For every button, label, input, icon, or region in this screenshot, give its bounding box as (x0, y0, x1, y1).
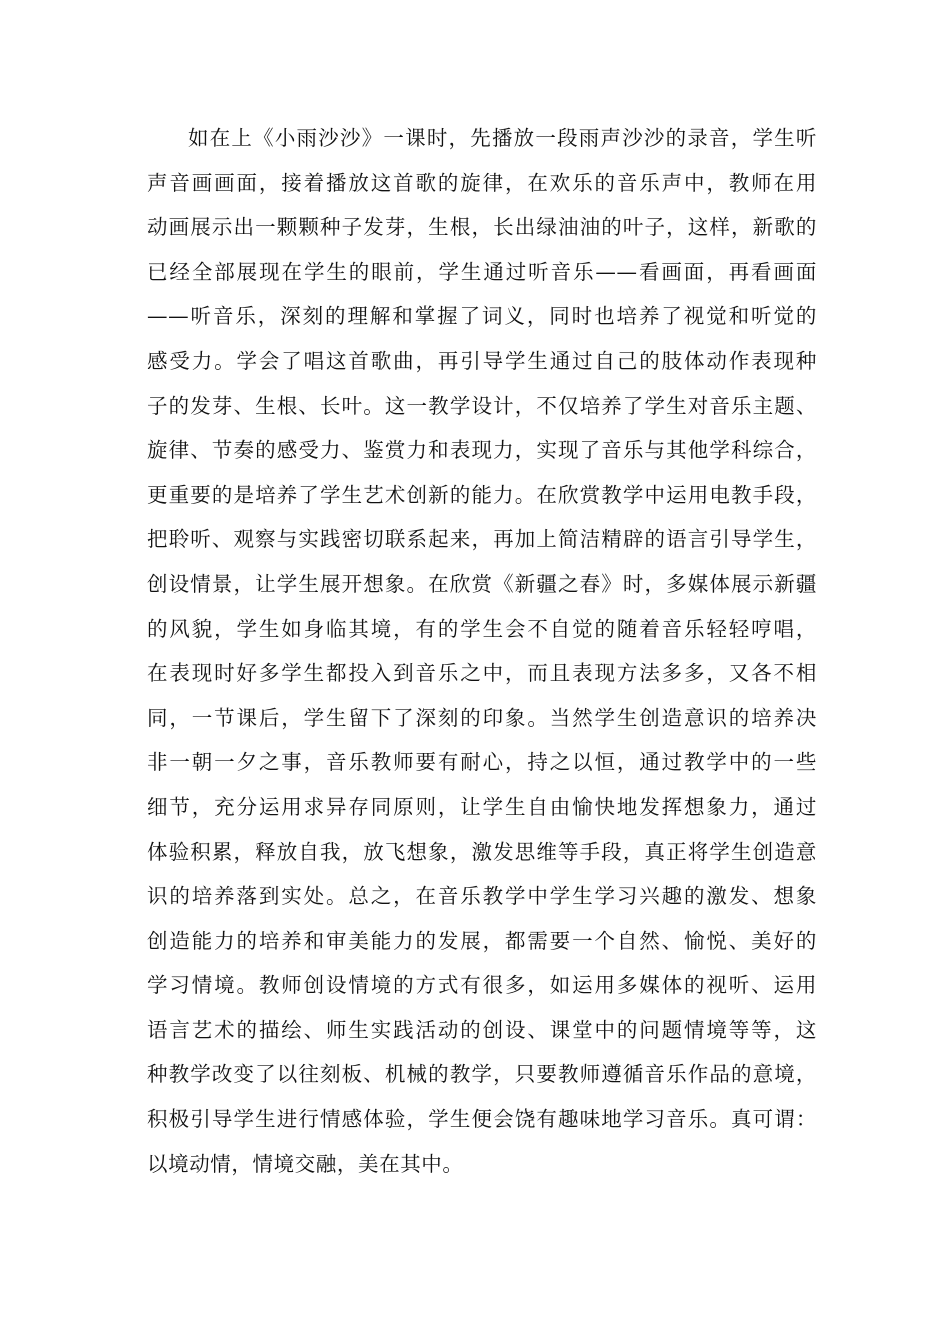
text-line: 感受力。学会了唱这首歌曲，再引导学生通过自己的肢体动作表现种 (147, 348, 817, 373)
text-line: 如在上《小雨沙沙》一课时，先播放一段雨声沙沙的录音，学生听 (188, 126, 817, 150)
text-line: 识的培养落到实处。总之，在音乐教学中学生学习兴趣的激发、想象 (147, 884, 817, 909)
text-line: 学习情境。教师创设情境的方式有很多，如运用多媒体的视听、运用 (147, 973, 817, 998)
text-line: 的风貌，学生如身临其境，有的学生会不自觉的随着音乐轻轻哼唱， (147, 616, 817, 641)
text-line: 体验积累，释放自我，放飞想象，激发思维等手段，真正将学生创造意 (147, 839, 817, 864)
text-line: 已经全部展现在学生的眼前，学生通过听音乐——看画面，再看画面 (147, 259, 817, 284)
text-line: 在表现时好多学生都投入到音乐之中，而且表现方法多多，又各不相 (147, 661, 817, 686)
text-line: 子的发芽、生根、长叶。这一教学设计，不仅培养了学生对音乐主题、 (147, 393, 817, 418)
text-line: 细节，充分运用求异存同原则，让学生自由愉快地发挥想象力，通过 (147, 794, 817, 819)
text-line-last: 以境动情，情境交融，美在其中。 (147, 1151, 464, 1176)
text-line: 积极引导学生进行情感体验，学生便会饶有趣味地学习音乐。真可谓： (147, 1107, 817, 1132)
text-line: ——听音乐，深刻的理解和掌握了词义，同时也培养了视觉和听觉的 (147, 304, 817, 329)
text-line: 把聆听、观察与实践密切联系起来，再加上简洁精辟的语言引导学生， (147, 527, 817, 552)
body-paragraph (147, 116, 817, 1186)
text-line: 语言艺术的描绘、师生实践活动的创设、课堂中的问题情境等等，这 (147, 1017, 817, 1042)
text-line: 种教学改变了以往刻板、机械的教学，只要教师遵循音乐作品的意境， (147, 1062, 817, 1087)
text-line: 非一朝一夕之事，音乐教师要有耐心，持之以恒，通过教学中的一些 (147, 750, 817, 775)
text-line: 同，一节课后，学生留下了深刻的印象。当然学生创造意识的培养决 (147, 705, 817, 730)
text-line: 创设情景，让学生展开想象。在欣赏《新疆之春》时，多媒体展示新疆 (147, 571, 817, 596)
text-line: 动画展示出一颗颗种子发芽，生根，长出绿油油的叶子，这样，新歌的 (147, 215, 817, 240)
text-line: 更重要的是培养了学生艺术创新的能力。在欣赏教学中运用电教手段， (147, 482, 817, 507)
text-line: 创造能力的培养和审美能力的发展，都需要一个自然、愉悦、美好的 (147, 928, 817, 953)
text-line: 声音画画面，接着播放这首歌的旋律，在欢乐的音乐声中，教师在用 (147, 170, 817, 195)
text-line: 旋律、节奏的感受力、鉴赏力和表现力，实现了音乐与其他学科综合， (147, 438, 817, 463)
